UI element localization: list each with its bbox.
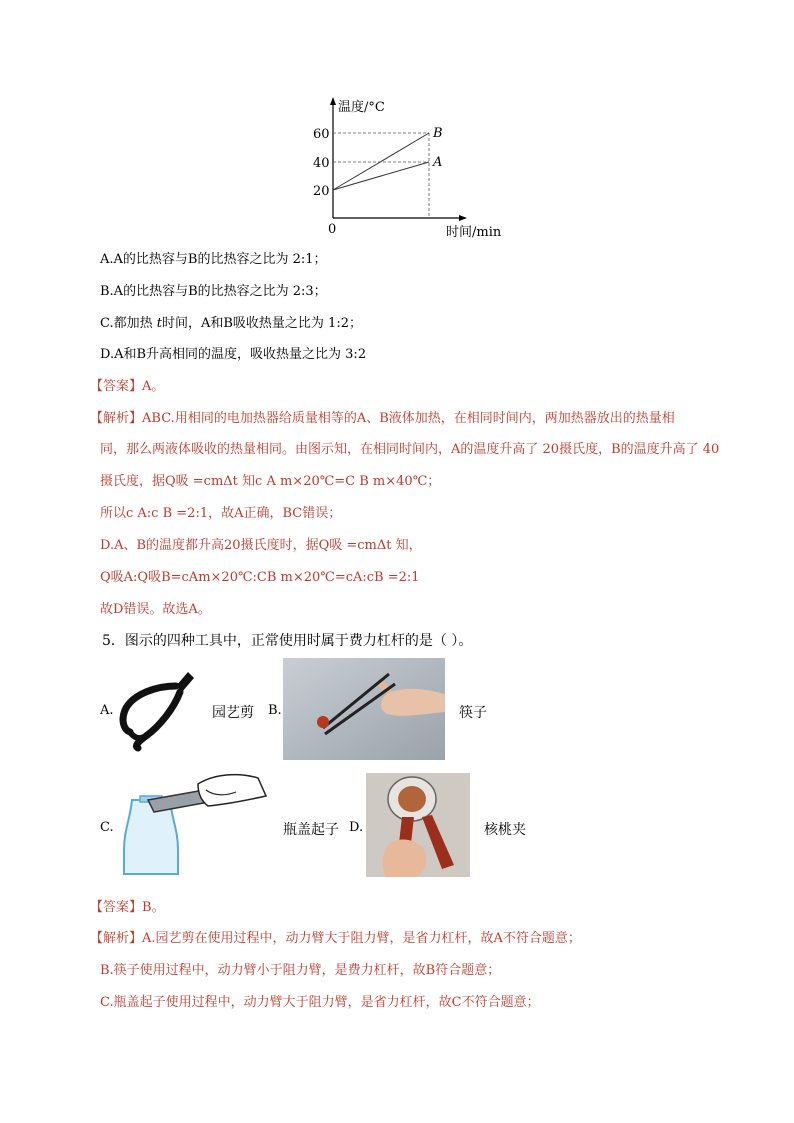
option-a: A.A的比热容与B的比热容之比为 2:1； — [100, 252, 327, 267]
temperature-time-chart — [305, 95, 515, 240]
option-c — [100, 315, 362, 333]
series-b-line — [333, 133, 429, 190]
y-axis-arrow — [330, 97, 336, 105]
series-a-line — [333, 162, 429, 190]
q5-answer — [90, 899, 165, 917]
q5-answer-value: B。 — [142, 900, 165, 915]
q5-letter-b: B. — [268, 703, 282, 718]
option-c-post: 时间，A和B吸收热量之比为 1:2； — [161, 316, 362, 331]
q5-letter-d: D. — [349, 820, 364, 835]
option-d: D.A和B升高相同的温度，吸收热量之比为 3:2 — [100, 347, 367, 362]
q5-analysis-tag: 【解析】 — [90, 931, 143, 946]
q4-analysis-3: 摄氏度，据Q吸 =cmΔt 知c A m×20℃=C B m×40℃； — [100, 474, 441, 489]
origin-label: 0 — [328, 222, 337, 237]
garden-shears-icon — [116, 666, 196, 752]
answer-value: A。 — [142, 379, 165, 394]
walnut-cracker-photo — [366, 773, 470, 877]
q5-analysis-text-1: A.园艺剪在使用过程中，动力臂大于阻力臂，是省力杠杆，故A不符合题意； — [142, 931, 581, 946]
series-b-label: B — [433, 126, 443, 141]
y-tick-20: 20 — [313, 184, 330, 199]
q4-analysis-5: D.A、B的温度都升高20摄氏度时，据Q吸 =cmΔt 知， — [100, 538, 422, 553]
q4-analysis-6: Q吸A:Q吸B=cAm×20℃:CB m×20℃=cA:cB =2:1 — [100, 570, 420, 585]
q4-analysis-7: 故D错误。故选A。 — [100, 602, 211, 617]
q4-analysis-4: 所以c A:c B =2:1，故A正确，BC错误； — [100, 506, 342, 521]
option-c-t: t — [156, 316, 162, 331]
y-tick-60: 60 — [313, 127, 330, 142]
q5-letter-a: A. — [100, 703, 114, 718]
bottle-opener-icon — [118, 770, 268, 878]
x-axis-arrow — [459, 215, 467, 221]
option-c-pre: C.都加热 — [100, 316, 157, 331]
analysis-tag: 【解析】 — [90, 411, 143, 426]
q4-answer — [90, 378, 164, 396]
x-axis-label: 时间/min — [446, 225, 502, 240]
q5-label-c: 瓶盖起子 — [283, 822, 339, 838]
q5-analysis-1 — [90, 930, 581, 948]
q4-analysis-2: 同，那么两液体吸收的热量相同。由图示知，在相同时间内，A的温度升高了 20摄氏度，B的温度升高了 40 — [100, 442, 720, 457]
q5-label-b: 筷子 — [459, 705, 487, 721]
y-axis-label: 温度/°C — [338, 100, 385, 115]
analysis-text-1: ABC.用相同的电加热器给质量相等的A、B液体加热，在相同时间内，两加热器放出的热量相 — [142, 411, 675, 426]
answer-tag: 【答案】 — [90, 379, 143, 394]
q5-letter-c: C. — [100, 820, 114, 835]
y-tick-40: 40 — [313, 156, 330, 171]
q5-label-d: 核桃夹 — [484, 822, 526, 838]
series-a-label: A — [433, 155, 443, 170]
q5-label-a: 园艺剪 — [212, 705, 254, 721]
q4-analysis-1 — [90, 410, 675, 428]
chopsticks-photo — [283, 658, 445, 760]
q5-stem: 5．图示的四种工具中，正常使用时属于费力杠杆的是（ ）。 — [102, 633, 473, 649]
q5-analysis-3: C.瓶盖起子使用过程中，动力臂大于阻力臂，是省力杠杆，故C不符合题意； — [100, 995, 540, 1010]
q5-answer-tag: 【答案】 — [90, 900, 143, 915]
option-b: B.A的比热容与B的比热容之比为 2:3； — [100, 284, 327, 299]
q5-analysis-2: B.筷子使用过程中，动力臂小于阻力臂，是费力杠杆，故B符合题意； — [100, 963, 501, 978]
